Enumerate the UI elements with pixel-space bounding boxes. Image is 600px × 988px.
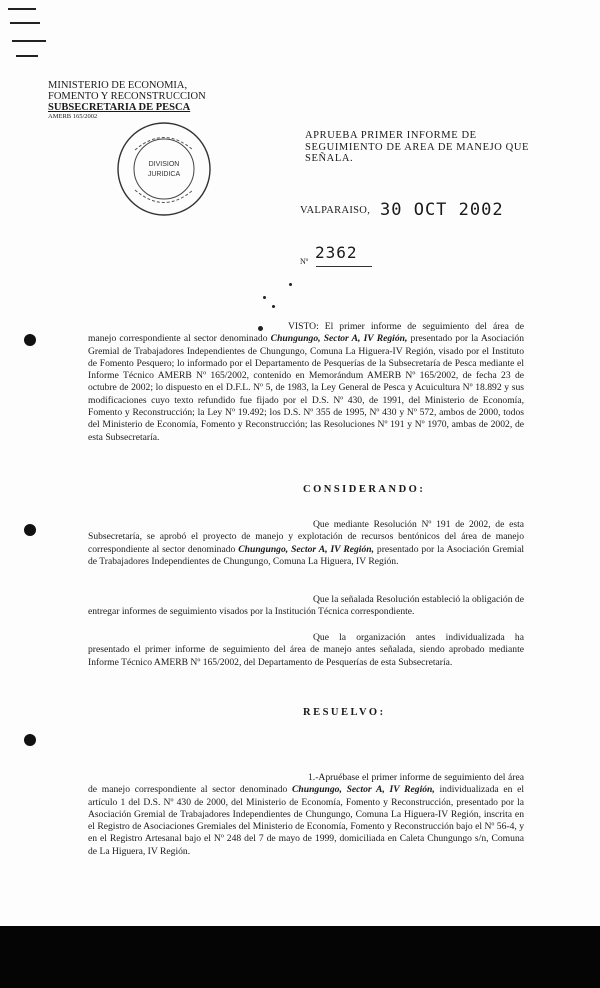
scan-bottom-border: [0, 926, 600, 988]
considerando-paragraph-3: Que la organización antes individualizada ha presentado el primer informe de seguimiento del área de manejo antes señalada, siendo aprobado mediante Informe Técnico AMERB Nº 165/2002, del Departamento de Pesquerías de esta Subsecretaría.: [88, 632, 524, 668]
place-label: VALPARAISO,: [300, 205, 371, 216]
division-juridica-stamp: [115, 120, 213, 218]
letterhead-ref: AMERB 165/2002: [48, 113, 98, 120]
visto-sector: Chungungo, Sector A, IV Región,: [270, 333, 408, 345]
scan-mark: [12, 40, 46, 42]
letterhead-subsecretaria: SUBSECRETARIA DE PESCA: [48, 102, 191, 113]
scan-mark: [10, 22, 40, 24]
scan-mark: [16, 55, 38, 57]
considerando-sector: Chungungo, Sector A, IV Región,: [238, 543, 374, 555]
letterhead-ministry: MINISTERIO DE ECONOMIA,: [48, 80, 188, 91]
visto-paragraph: VISTO: El primer informe de seguimiento del área de manejo correspondiente al sector denominado Chungungo, Sector A, IV Región, presentado por la Asociación Gremial de Trabajadores Independientes de Chungungo, Comuna La Higuera-IV Región, visado por el Instituto de Fomento Pesquero; lo informado por el Departamento de Pesquerías de la Subsecretaría de Pesca mediante el Informe Técnico AMERB Nº 165/2002, contenido en Memorándum AMERB Nº 165/2002, de fecha 23 de octubre de 2002; lo dispuesto en el D.F.L. Nº 5, de 1983, la Ley General de Pesca y Acuicultura Nº 18.892 y sus modificaciones cuyo texto refundido fue fijado por el D.S. Nº 430, de 1991, del Ministerio de Economía, Fomento y Reconstrucción; la Ley Nº 19.492; los D.S. Nº 355 de 1995, Nº 430 y Nº 572, ambos de 2000, todos del Ministerio de Economía, Fomento y Reconstrucción; las Resoluciones Nº 191 y Nº 1970, ambas de 2002, de esta Subsecretaría.: [88, 321, 524, 443]
scan-speck: [289, 283, 292, 286]
date-stamp: 30 OCT 2002: [380, 200, 504, 220]
resuelvo-heading: RESUELVO:: [303, 707, 386, 718]
considerando-paragraph-2: Que la señalada Resolución estableció la obligación de entregar informes de seguimiento visados por la Institución Técnica correspondiente.: [88, 594, 524, 618]
resolution-number: 2362: [315, 243, 358, 262]
scan-mark: [8, 8, 36, 10]
number-underline: [316, 266, 372, 267]
letterhead: [48, 80, 238, 121]
considerando-paragraph-1: Que mediante Resolución Nº 191 de 2002, de esta Subsecretaría, se aprobó el proyecto de manejo y explotación de recursos bentónicos del área de manejo correspondiente al sector denominado Chungungo, Sector A, IV Región, presentado por la Asociación Gremial de Trabajadores Independientes de Chungungo, Comuna La Higuera, IV Región.: [88, 519, 525, 567]
resuelvo-paragraph-1: 1.-Apruébase el primer informe de seguimiento del área de manejo correspondiente al sector denominado Chungungo, Sector A, IV Región, individualizada en el artículo 1 del D.S. Nº 430 de 2000, del Ministerio de Economía, Fomento y Reconstrucción, presentado por la Asociación Gremial de Trabajadores Independientes de Chungungo, Comuna La Higuera-IV Región, inscrita en el Registro de Asociaciones Gremiales del Ministerio de Economía, Fomento y Reconstrucción bajo el Nº 56-4, y en el Registro Artesanal bajo el Nº 248 del 7 de mayo de 1999, domiciliada en Caleta Chungungo s/n, Comuna de La Higuera, IV Región.: [88, 772, 524, 857]
letterhead-ministry-cont: FOMENTO Y RECONSTRUCCION: [48, 91, 206, 102]
punch-hole: [24, 734, 36, 746]
resolution-subject: APRUEBA PRIMER INFORME DE SEGUIMIENTO DE AREA DE MANEJO QUE SEÑALA.: [305, 130, 530, 164]
number-label: Nº: [300, 257, 309, 266]
stamp-text-division: DIVISION: [148, 161, 180, 168]
resuelvo-sector: Chungungo, Sector A, IV Región,: [292, 784, 435, 796]
stamp-text-juridica: JURIDICA: [147, 171, 181, 178]
scan-speck: [272, 305, 275, 308]
scan-speck: [263, 296, 266, 299]
considerando-heading: CONSIDERANDO:: [303, 484, 426, 495]
punch-hole: [24, 334, 36, 346]
punch-hole: [24, 524, 36, 536]
